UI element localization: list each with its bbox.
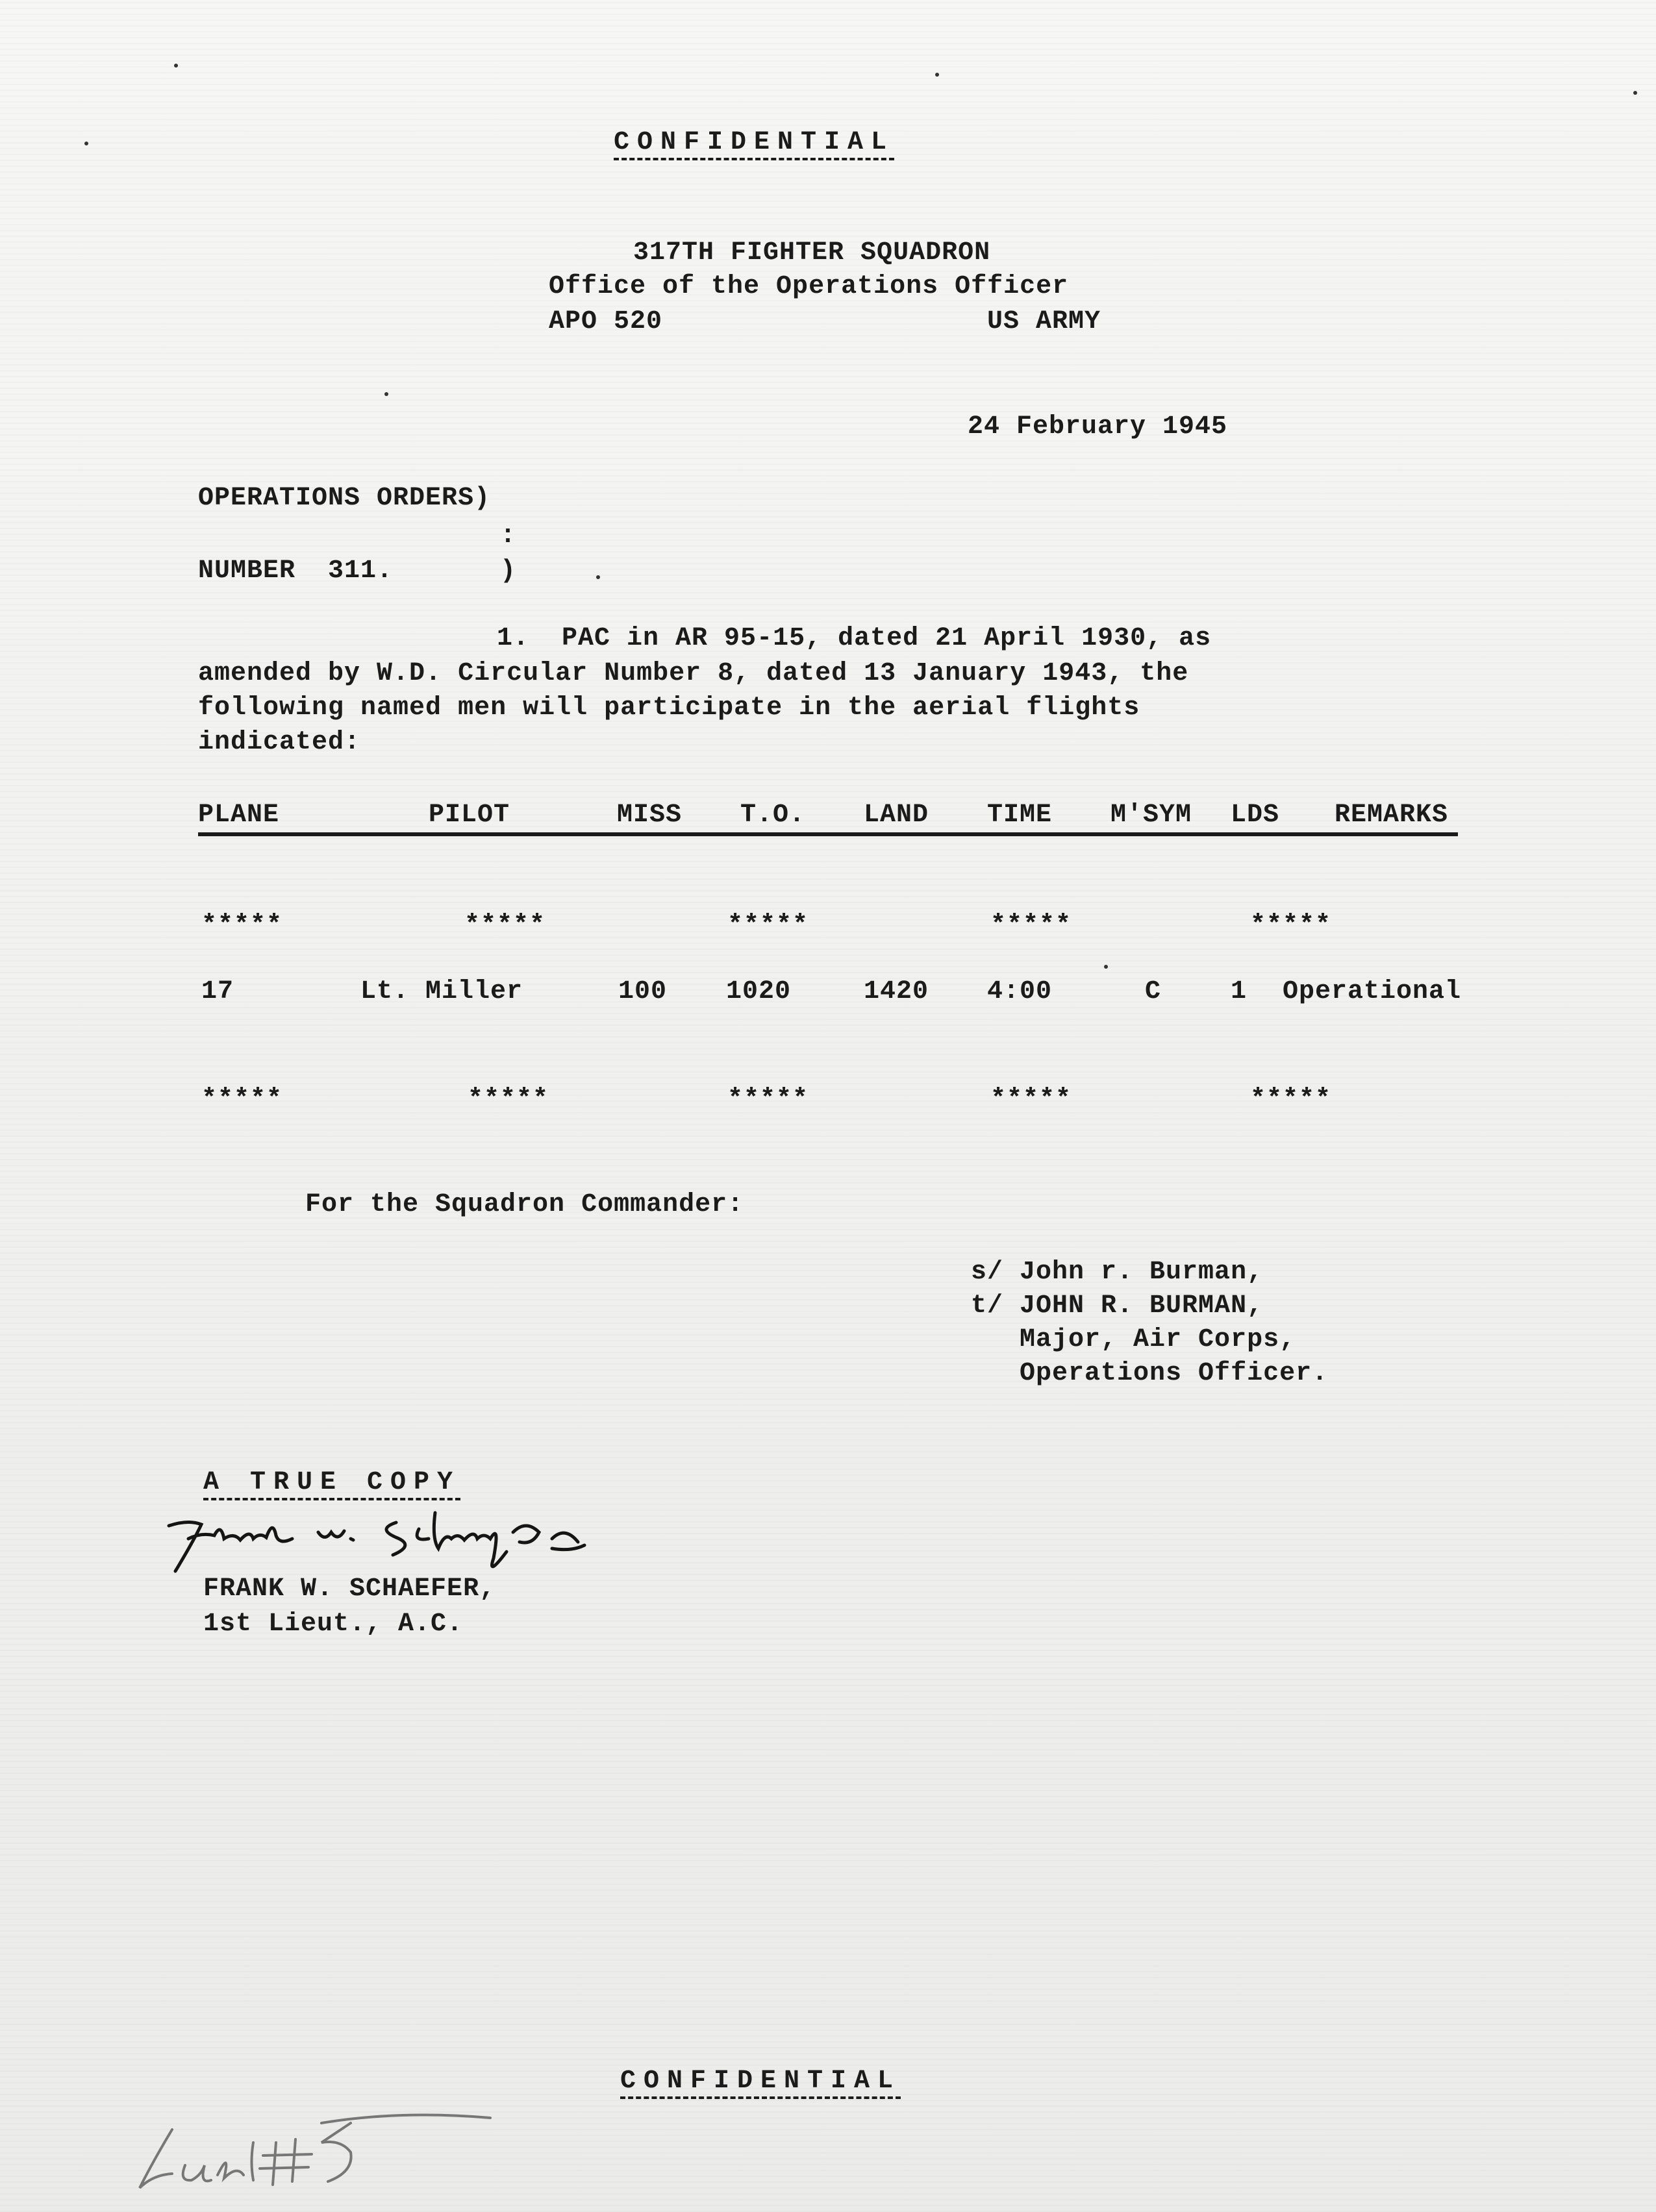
col-header-remarks: REMARKS [1335,801,1449,830]
document-date: 24 February 1945 [968,412,1228,441]
cell-lds: 1 [1231,977,1248,1006]
separator-mark: ***** [464,911,546,940]
header-rule [198,832,1458,836]
separator-mark: ***** [990,1085,1072,1114]
separator-mark: ***** [1250,1085,1332,1114]
paragraph-line: following named men will participate in the aerial flights [198,693,1140,723]
col-header-msym: M'SYM [1110,801,1192,830]
scan-speck [174,64,178,68]
orders-colon: : [500,521,517,551]
col-header-to: T.O. [740,801,806,830]
paragraph-line: indicated: [198,728,361,757]
scan-speck [84,142,88,145]
cell-pilot: Lt. Miller [360,977,523,1006]
orders-label: OPERATIONS ORDERS) [198,484,491,513]
unit-apo: APO 520 [549,307,663,336]
true-copy-rank: 1st Lieut., A.C. [203,1609,464,1639]
scan-speck [384,392,388,396]
cell-remarks: Operational [1283,977,1462,1006]
handwritten-note [127,2104,516,2201]
scan-speck [1633,91,1637,95]
separator-mark: ***** [727,1085,809,1114]
paragraph-line: amended by W.D. Circular Number 8, dated 13 January 1943, the [198,659,1189,688]
scan-speck [1104,965,1108,969]
paragraph-line: 1. PAC in AR 95-15, dated 21 April 1930, as [497,624,1212,653]
separator-mark: ***** [201,911,283,940]
separator-mark: ***** [1250,911,1332,940]
cell-plane: 17 [201,977,234,1006]
unit-office: Office of the Operations Officer [549,272,1069,301]
separator-mark: ***** [990,911,1072,940]
true-copy-heading: A TRUE COPY [203,1468,461,1497]
signature-line: Operations Officer. [971,1359,1329,1388]
signature-line: Major, Air Corps, [971,1325,1296,1354]
col-header-pilot: PILOT [429,801,510,830]
separator-mark: ***** [727,911,809,940]
classification-bottom: CONFIDENTIAL [620,2067,901,2096]
orders-paren: ) [500,556,517,586]
col-header-lds: LDS [1231,801,1280,830]
cell-msym: C [1145,977,1162,1006]
unit-name: 317TH FIGHTER SQUADRON [633,238,991,267]
col-header-land: LAND [864,801,929,830]
unit-army: US ARMY [987,307,1101,336]
cell-miss: 100 [618,977,668,1006]
col-header-plane: PLANE [198,801,280,830]
col-header-time: TIME [987,801,1053,830]
classification-top: CONFIDENTIAL [614,128,895,157]
cell-time: 4:00 [987,977,1053,1006]
scan-speck [935,73,939,77]
signature-line: s/ John r. Burman, [971,1258,1264,1287]
separator-mark: ***** [468,1085,549,1114]
cell-to: 1020 [726,977,792,1006]
separator-mark: ***** [201,1085,283,1114]
true-copy-name: FRANK W. SCHAEFER, [203,1574,496,1604]
handwritten-signature [162,1493,695,1584]
orders-number: NUMBER 311. [198,556,394,586]
scan-speck [596,575,600,579]
col-header-miss: MISS [617,801,683,830]
closing-line: For the Squadron Commander: [305,1190,744,1219]
cell-land: 1420 [864,977,929,1006]
signature-line: t/ JOHN R. BURMAN, [971,1291,1264,1321]
